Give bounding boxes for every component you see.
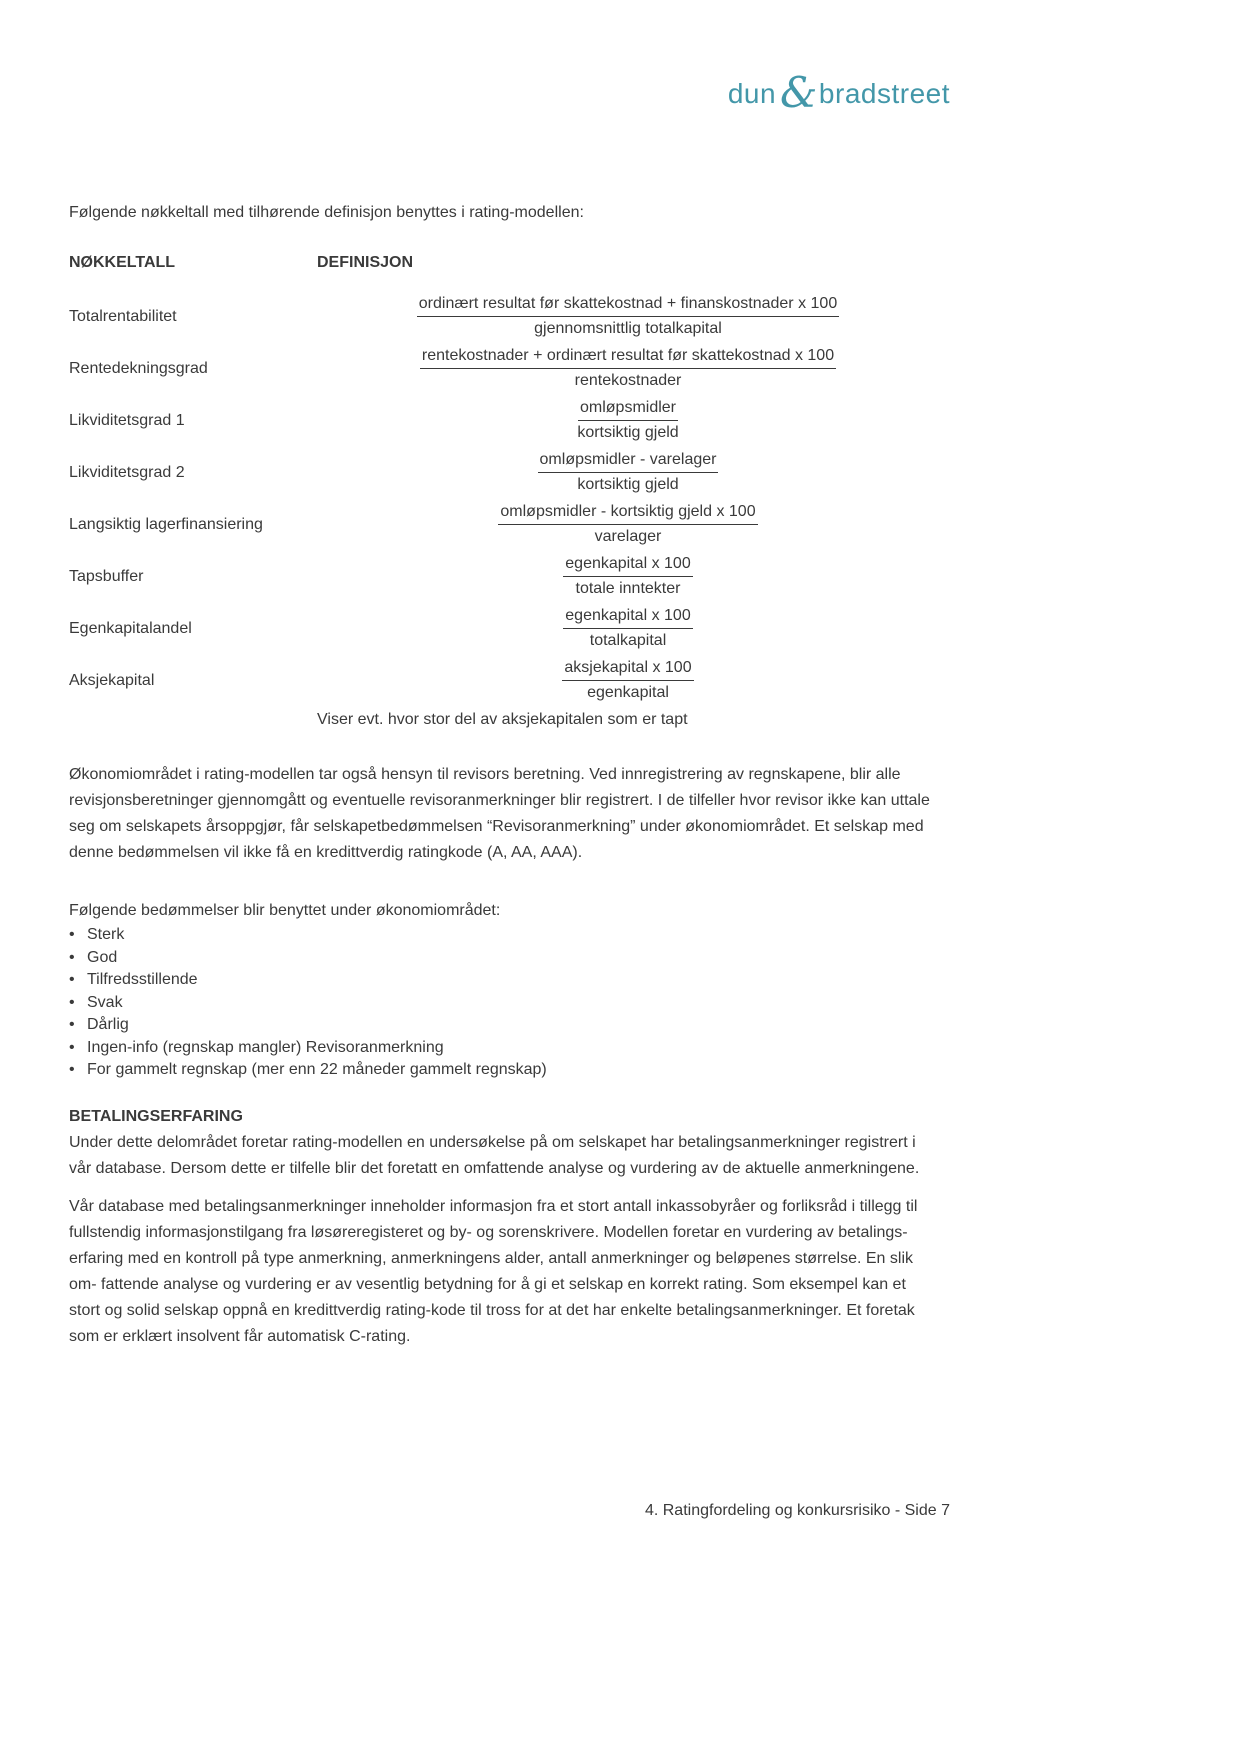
bullet-icon: • [69, 993, 75, 1011]
bullet-icon: • [69, 948, 75, 966]
fraction-denominator: rentekostnader [574, 372, 682, 389]
list-item [69, 924, 939, 947]
kpi-definition-fraction [317, 450, 939, 495]
column-header-definisjon: DEFINISJON [317, 254, 414, 271]
list-item-label: For gammelt regnskap (mer enn 22 måneder gammelt regnskap) [87, 1061, 547, 1078]
table-row [69, 554, 939, 599]
list-item-label: Ingen-info (regnskap mangler) Revisoranmerkning [87, 1038, 444, 1056]
paragraph-betalingserfaring-1: Under dette delområdet foretar rating-modellen en undersøkelse på om selskapet har betalingsanmerkninger registrert i vår database. Dersom dette er tilfelle blir det foretatt en omfattende analyse og vurdering av de aktuelle anmerkningene. [69, 1133, 920, 1177]
fraction-denominator: gjennomsnittlig totalkapital [534, 320, 722, 337]
table-row [69, 606, 939, 651]
kpi-label: Totalrentabilitet [69, 307, 177, 325]
kpi-table [69, 250, 939, 730]
table-row [69, 450, 939, 495]
list-item [69, 947, 939, 970]
kpi-label: Likviditetsgrad 2 [69, 463, 185, 481]
table-row [69, 346, 939, 391]
kpi-table-header [69, 250, 939, 276]
kpi-label: Likviditetsgrad 1 [69, 411, 185, 429]
paragraph-okonomiomradet: Økonomiområdet i rating-modellen tar også hensyn til revisors beretning. Ved innregistrering av regnskapene, blir alle revisjonsberetninger gjennomgått og eventuelle revisoranmerkninger blir registrert. I de tilfeller hvor revisor ikke kan uttale seg om selskapets årsoppgjør, får selskapetbedømmelsen “Revisoranmerkning” under økonomiområdet. Et selskap med denne bedømmelsen vil ikke få en kredittverdig ratingkode (A, AA, AAA). [69, 766, 930, 861]
kpi-definition-fraction [317, 554, 939, 599]
list-item-label: Dårlig [87, 1016, 129, 1033]
list-item-label: Sterk [87, 926, 125, 943]
fraction-denominator: kortsiktig gjeld [577, 424, 679, 441]
list-item-label: Tilfredsstillende [87, 971, 198, 988]
ampersand-icon: & [780, 68, 818, 117]
kpi-definition-fraction [317, 346, 939, 391]
fraction-denominator: kortsiktig gjeld [577, 476, 679, 493]
fraction-denominator: totale inntekter [575, 580, 681, 597]
paragraph-betalingserfaring-2: Vår database med betalingsanmerkninger inneholder informasjon fra et stort antall inkassobyråer og forliksråd i tillegg til fullstendig informasjonstilgang fra løsøreregisteret og by- og sorenskrivere. Modellen foretar en vurdering av betalings- erfaring med en kontroll på type anmerkning, anmerkningens alder, antall anmerkninger og beløpenes størrelse. En slik om- fattende analyse og vurdering er av vesentlig betydning for å gi et selskap en korrekt rating. Som eksempel kan et stort og solid selskap oppnå en kredittverdig rating-kode til tross for at det har enkelte betalingsanmerkninger. Et foretak som er erklært insolvent får automatisk C-rating. [69, 1197, 918, 1345]
page-footer: 4. Ratingfordeling og konkursrisiko - Side 7 [644, 1502, 950, 1519]
list-item-label: God [87, 948, 118, 966]
kpi-label: Tapsbuffer [69, 567, 144, 585]
table-row [69, 658, 939, 703]
page-content [69, 200, 939, 1350]
fraction-numerator: omløpsmidler - varelager [538, 450, 719, 473]
list-item [69, 1014, 939, 1037]
fraction-numerator: egenkapital x 100 [563, 606, 692, 629]
bullet-icon: • [69, 1061, 75, 1078]
list-item [69, 969, 939, 992]
list-item [69, 1059, 939, 1082]
list-item [69, 992, 939, 1015]
list-item [69, 1037, 939, 1060]
table-row [69, 294, 939, 339]
bullet-icon: • [69, 1016, 75, 1033]
logo-text-bradstreet: bradstreet [818, 78, 950, 109]
kpi-definition-fraction [317, 502, 939, 547]
kpi-definition-fraction [317, 398, 939, 443]
section-heading-betalingserfaring: BETALINGSERFARING [69, 1107, 243, 1125]
bullets-intro-text: Følgende bedømmelser blir benyttet under økonomiområdet: [69, 902, 501, 919]
fraction-denominator: egenkapital [587, 684, 669, 701]
fraction-numerator: omløpsmidler - kortsiktig gjeld x 100 [498, 502, 757, 525]
fraction-numerator: egenkapital x 100 [563, 554, 692, 577]
kpi-label: Langsiktig lagerfinansiering [69, 515, 263, 533]
aksjekapital-note: Viser evt. hvor stor del av aksjekapitalen som er tapt [317, 711, 688, 728]
kpi-label: Rentedekningsgrad [69, 359, 208, 377]
intro-text: Følgende nøkkeltall med tilhørende definisjon benyttes i rating-modellen: [69, 204, 584, 221]
column-header-nokkeltall: NØKKELTALL [69, 254, 176, 271]
fraction-numerator: ordinært resultat før skattekostnad + finanskostnader x 100 [417, 294, 839, 317]
dun-bradstreet-logo [727, 68, 950, 117]
kpi-label: Egenkapitalandel [69, 619, 192, 637]
fraction-numerator: rentekostnader + ordinært resultat før skattekostnad x 100 [420, 346, 836, 369]
fraction-denominator: varelager [594, 528, 662, 545]
fraction-denominator: totalkapital [589, 632, 667, 649]
kpi-definition-fraction [317, 606, 939, 651]
bullet-icon: • [69, 971, 75, 988]
table-row [69, 502, 939, 547]
list-item-label: Svak [87, 993, 123, 1011]
bullet-icon: • [69, 926, 75, 943]
fraction-numerator: aksjekapital x 100 [562, 658, 693, 681]
kpi-definition-fraction [317, 658, 939, 703]
kpi-label: Aksjekapital [69, 671, 155, 689]
logo-text-dun: dun [727, 78, 777, 109]
fraction-numerator: omløpsmidler [578, 398, 678, 421]
bullet-icon: • [69, 1038, 75, 1056]
table-row [69, 398, 939, 443]
kpi-definition-fraction [317, 294, 939, 339]
bedommelser-list [69, 924, 939, 1082]
